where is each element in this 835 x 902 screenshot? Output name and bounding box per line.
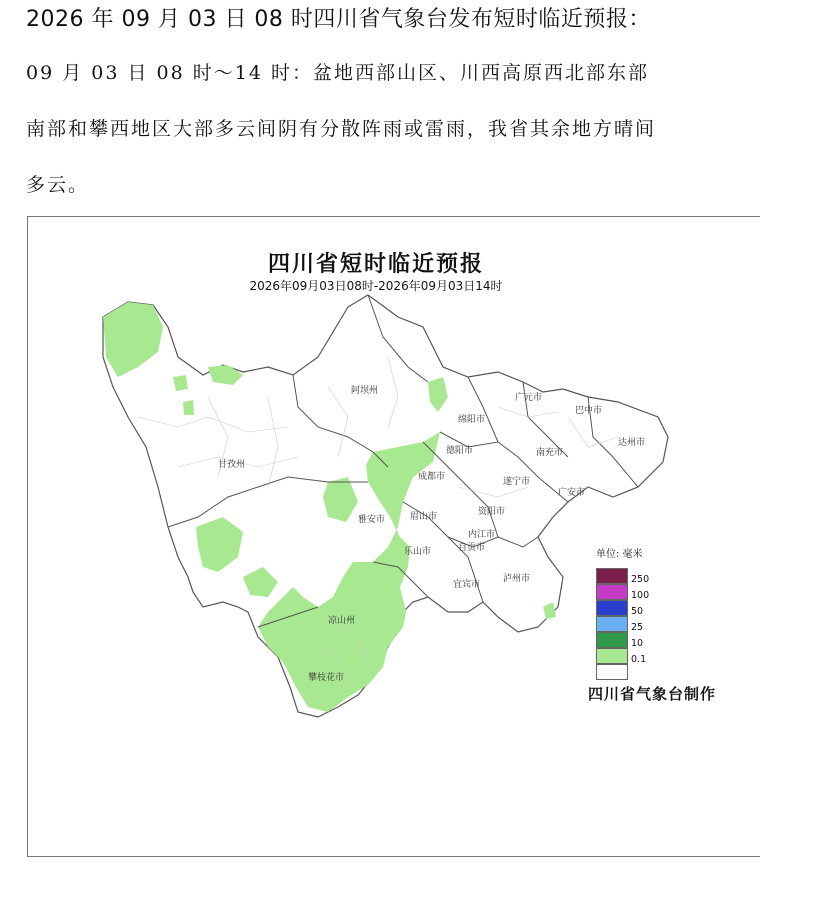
city-label: 阿坝州: [351, 386, 379, 396]
legend-label: 250: [631, 574, 650, 585]
forecast-text-line-1: 09 月 03 日 08 时～14 时：盆地西部山区、川西高原西北部东部: [26, 62, 649, 84]
legend-swatch: [596, 584, 628, 600]
city-label: 泸州市: [503, 574, 531, 584]
legend-swatch: [596, 648, 628, 664]
city-label: 资阳市: [478, 507, 506, 517]
legend-swatch: [596, 600, 628, 616]
map-title: 四川省短时临近预报: [267, 252, 484, 277]
legend-row: [596, 648, 649, 664]
forecast-map: [27, 216, 760, 857]
map-maker: 四川省气象台制作: [588, 685, 717, 703]
city-label: 遂宁市: [503, 477, 531, 487]
city-label: 德阳市: [446, 446, 474, 456]
legend-row: [596, 568, 649, 584]
legend-swatch: [596, 632, 628, 648]
legend-unit: 单位: 毫米: [596, 549, 643, 560]
legend-label: 50: [631, 606, 644, 617]
city-label: 攀枝花市: [308, 673, 345, 683]
city-label: 南充市: [536, 448, 564, 458]
city-label: 雅安市: [358, 515, 386, 525]
city-label: 广安市: [558, 488, 586, 498]
rainfall-legend: [596, 545, 649, 680]
legend-row: [596, 664, 649, 680]
city-label: 成都市: [418, 472, 446, 482]
map-subtitle: 2026年09月03日08时-2026年09月03日14时: [249, 279, 503, 293]
legend-row: [596, 584, 649, 600]
city-label: 巴中市: [575, 406, 603, 416]
city-label: 眉山市: [410, 512, 438, 522]
city-label: 达州市: [618, 438, 646, 448]
forecast-text-line-3: 多云。: [26, 174, 90, 196]
legend-swatch: [596, 616, 628, 632]
legend-row: [596, 616, 649, 632]
legend-swatch: [596, 568, 628, 584]
city-label: 凉山州: [328, 616, 356, 626]
legend-row: [596, 600, 649, 616]
legend-label: 25: [631, 622, 644, 633]
legend-label: 100: [631, 590, 650, 601]
city-label: 甘孜州: [218, 460, 246, 470]
legend-swatch: [596, 664, 628, 680]
sichuan-map: [28, 217, 761, 858]
legend-label: 0.1: [631, 654, 647, 665]
city-label: 自贡市: [458, 543, 486, 553]
legend-row: [596, 632, 649, 648]
city-label: 广元市: [515, 393, 543, 403]
forecast-text-line-2: 南部和攀西地区大部多云间阴有分散阵雨或雷雨，我省其余地方晴间: [26, 118, 657, 140]
legend-label: 10: [631, 638, 644, 649]
city-label: 内江市: [468, 530, 496, 540]
city-label: 绵阳市: [458, 415, 486, 425]
forecast-headline: 2026 年 09 月 03 日 08 时四川省气象台发布短时临近预报：: [26, 7, 651, 32]
city-label: 宜宾市: [453, 580, 481, 590]
city-label: 乐山市: [404, 547, 432, 557]
